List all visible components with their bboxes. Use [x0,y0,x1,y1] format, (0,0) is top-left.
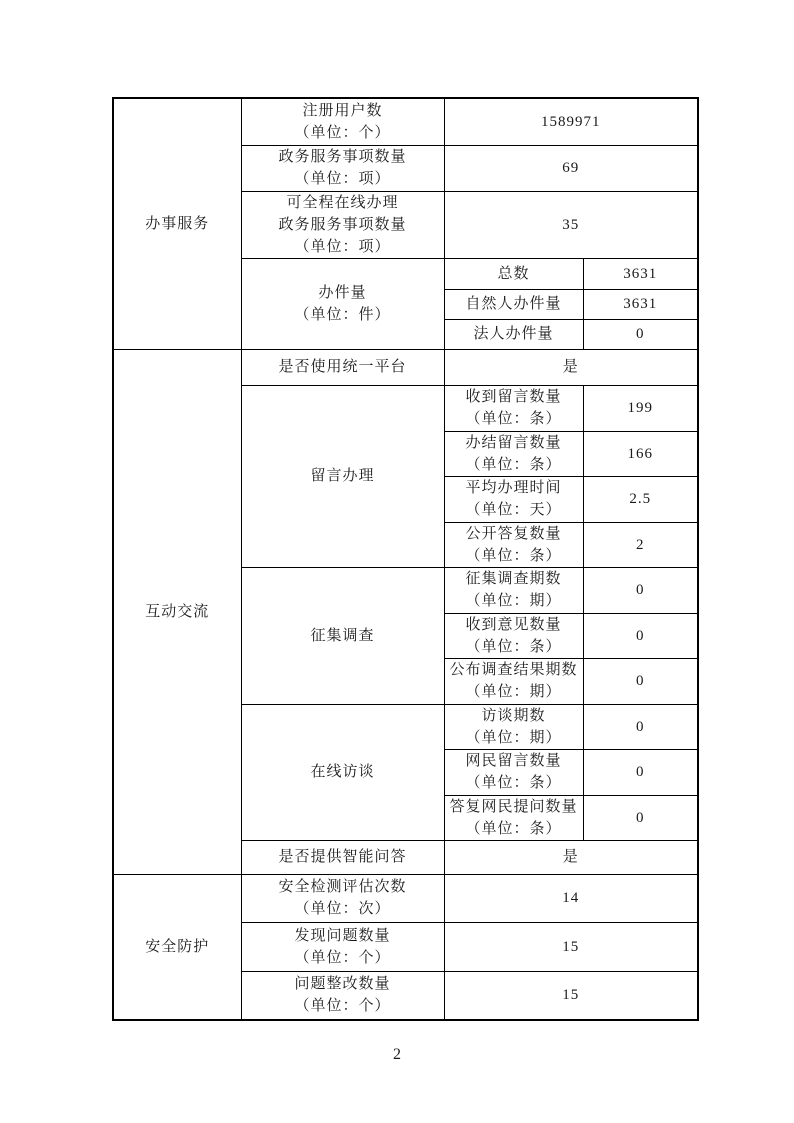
metric-unit: （单位：个） [294,998,391,1015]
value-cell-unified-platform: 是 [444,349,698,385]
value-cell-registered-users: 1589971 [444,98,698,145]
value-cell-problems-found: 15 [444,922,698,971]
sublabel-name: 网民留言数量 [465,753,562,769]
sublabel-name: 收到意见数量 [465,616,562,633]
metric-unit: （单位：个） [294,124,391,141]
section-label-text: 办事服务 [145,215,210,232]
metric-name: 问题整改数量 [294,976,391,993]
value-cell-problems-fixed: 15 [444,971,698,1020]
sublabel-cell-messages-resolved [444,431,583,476]
metric-cell-unified-platform: 是否使用统一平台 [241,349,444,385]
sublabel-cell-public-replies [444,522,583,567]
sublabel-cell-netizen-questions-answered [444,795,583,840]
sublabel-cell-natural-person: 自然人办件量 [444,289,583,319]
sublabel-cell-messages-received [444,385,583,431]
sublabel-cell-interview-periods [444,704,583,749]
sublabel-unit: （单位：期） [465,684,562,700]
metric-cell-online-service-items [241,191,444,258]
sublabel-unit: （单位：条） [465,638,562,655]
page-number: 2 [393,1046,401,1063]
sublabel-cell-total: 总数 [444,258,583,289]
sublabel-name: 答复网民提问数量 [449,798,578,815]
value-cell-messages-resolved: 166 [583,431,698,476]
sublabel-unit: （单位：条） [465,456,562,473]
metric-unit: （单位：次） [294,901,391,917]
sublabel-name: 公布调查结果期数 [449,662,578,678]
sublabel-name: 平均办理时间 [465,480,562,496]
sublabel-unit: （单位：条） [465,411,562,427]
metric-name: 可全程在线办理 [286,194,399,211]
metric-name: 政务服务事项数量 [278,216,407,233]
metric-unit: （单位：项） [294,238,391,255]
metric-unit: （单位：件） [294,306,391,323]
value-cell-natural-person: 3631 [583,289,698,319]
value-cell-survey-results-published: 0 [583,658,698,704]
section-label-text: 互动交流 [145,603,210,620]
value-cell-netizen-questions-answered: 0 [583,795,698,840]
metric-unit: （单位：项） [294,171,391,187]
sublabel-unit: （单位：条） [465,775,562,791]
value-cell-messages-received: 199 [583,385,698,431]
metric-cell-problems-found [241,922,444,971]
metric-cell-registered-users [241,98,444,145]
metric-name: 办件量 [318,284,367,301]
sublabel-cell-legal-person: 法人办件量 [444,319,583,349]
section-label-banshifuwu [113,98,241,349]
value-cell-total: 3631 [583,258,698,289]
sublabel-name: 办结留言数量 [465,434,562,451]
sublabel-unit: （单位：期） [465,729,562,746]
sublabel-cell-netizen-messages [444,749,583,795]
report-table [112,97,699,1021]
metric-cell-service-items [241,145,444,191]
metric-cell-message-handling: 留言办理 [241,385,444,567]
metric-unit: （单位：个） [294,949,391,966]
sublabel-cell-opinions-received [444,613,583,658]
metric-name: 注册用户数 [302,102,383,119]
value-cell-public-replies: 2 [583,522,698,567]
value-cell-survey-periods: 0 [583,567,698,613]
sublabel-unit: （单位：天） [465,502,562,518]
sublabel-name: 收到留言数量 [465,389,562,405]
value-cell-security-assessments: 14 [444,874,698,922]
sublabel-cell-avg-handling-time [444,476,583,522]
sublabel-name: 访谈期数 [481,707,546,724]
metric-cell-survey: 征集调查 [241,567,444,704]
value-cell-avg-handling-time: 2.5 [583,476,698,522]
value-cell-online-service-items: 35 [444,191,698,258]
metric-cell-online-interview: 在线访谈 [241,704,444,840]
metric-cell-case-volume [241,258,444,349]
sublabel-unit: （单位：条） [465,547,562,564]
metric-cell-smart-qa: 是否提供智能问答 [241,840,444,874]
value-cell-service-items: 69 [444,145,698,191]
metric-name: 政务服务事项数量 [278,149,407,165]
sublabel-cell-survey-results-published [444,658,583,704]
section-label-text: 安全防护 [145,938,210,955]
sublabel-name: 公开答复数量 [465,525,562,542]
metric-name: 发现问题数量 [294,927,391,944]
metric-name: 安全检测评估次数 [278,879,407,895]
value-cell-opinions-received: 0 [583,613,698,658]
value-cell-smart-qa: 是 [444,840,698,874]
section-label-anquanfanghu [113,874,241,1020]
section-label-hudongjiaoliu [113,349,241,874]
value-cell-interview-periods: 0 [583,704,698,749]
sublabel-cell-survey-periods [444,567,583,613]
sublabel-name: 征集调查期数 [465,571,562,587]
sublabel-unit: （单位：期） [465,593,562,609]
value-cell-netizen-messages: 0 [583,749,698,795]
metric-cell-security-assessments [241,874,444,922]
sublabel-unit: （单位：条） [465,820,562,837]
metric-cell-problems-fixed [241,971,444,1020]
value-cell-legal-person: 0 [583,319,698,349]
